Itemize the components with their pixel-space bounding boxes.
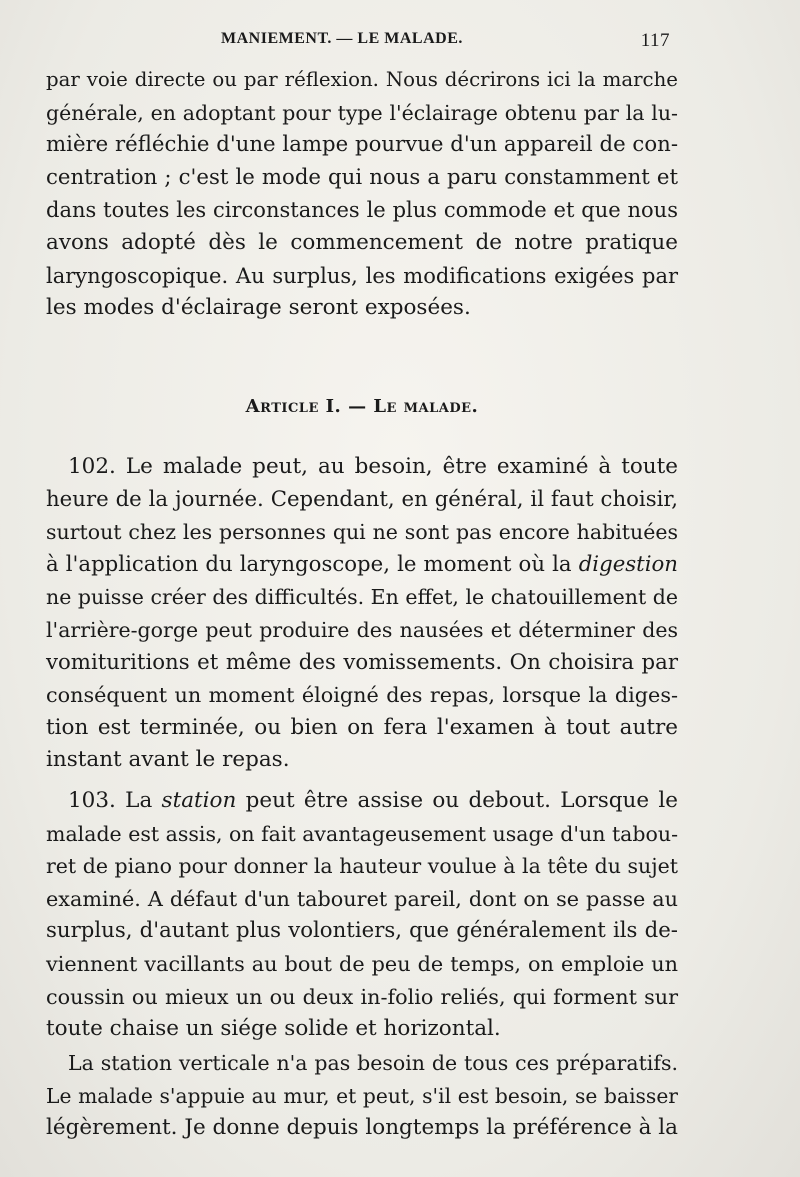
text-line: Le malade s'appuie au mur, et peut, s'il est besoin, se baisser <box>46 1083 678 1108</box>
italic-term: digestion <box>578 551 678 577</box>
text-line: examiné. A défaut d'un tabouret pareil, dont on se passe au <box>46 886 678 911</box>
text-line: heure de la journée. Cependant, en général, il faut choisir, <box>46 486 678 512</box>
text-line: malade est assis, on fait avantageusement usage d'un tabou- <box>46 821 678 846</box>
text-line: instant avant le repas. <box>46 747 290 773</box>
text-line: conséquent un moment éloigné des repas, lorsque la diges- <box>46 683 678 708</box>
text-line: viennent vacillants au bout de peu de temps, on emploie un <box>46 951 678 976</box>
text-line: 102. Le malade peut, au besoin, être examiné à toute <box>68 454 678 479</box>
text-line: surtout chez les personnes qui ne sont pas encore habituées <box>46 520 678 545</box>
text-line: générale, en adoptant pour type l'éclairage obtenu par la lu- <box>46 100 678 125</box>
text-line: dans toutes les circonstances le plus commode et que nous <box>46 198 678 223</box>
text-line: l'arrière-gorge peut produire des nausées et déterminer des <box>46 617 678 642</box>
paragraph-station-verticale <box>46 1047 678 1145</box>
text-line: surplus, d'autant plus volontiers, que généralement ils de- <box>46 918 678 944</box>
running-head <box>46 30 678 60</box>
text-line: 103. La station peut être assise ou debout. Lorsque le <box>68 788 678 813</box>
text-line: coussin ou mieux un ou deux in-folio reliés, qui forment sur <box>46 984 678 1009</box>
text-line: vomituritions et même des vomissements. On choisira par <box>46 649 678 675</box>
text-line: tion est terminée, ou bien on fera l'examen à tout autre <box>46 714 678 740</box>
paragraph-number: 102. <box>68 454 116 479</box>
italic-term: station <box>161 788 237 813</box>
paragraph-103 <box>46 785 678 1046</box>
text-line: toute chaise un siége solide et horizontal. <box>46 1016 501 1042</box>
text-line: les modes d'éclairage seront exposées. <box>46 295 471 321</box>
article-heading: Article I. — Le malade. <box>245 396 479 417</box>
paragraph-102 <box>46 451 678 777</box>
text-line: par voie directe ou par réflexion. Nous décrirons ici la marche <box>46 68 678 91</box>
text-line: légèrement. Je donne depuis longtemps la préférence à la <box>46 1115 678 1141</box>
running-head-title: MANIEMENT. — LE MALADE. <box>221 30 463 47</box>
text-line: La station verticale n'a pas besoin de tous ces préparatifs. <box>68 1051 678 1075</box>
text-line: centration ; c'est le mode qui nous a paru constamment et <box>46 164 678 190</box>
text-line: mière réfléchie d'une lampe pourvue d'un appareil de con- <box>46 132 678 158</box>
text-line: ret de piano pour donner la hauteur voulue à la tête du sujet <box>46 854 678 879</box>
text-line: à l'application du laryngoscope, le moment où la digestion <box>46 551 678 577</box>
page-number: 117 <box>640 30 670 51</box>
text-line: ne puisse créer des difficultés. En effet, le chatouillement de <box>46 585 678 610</box>
text-line: laryngoscopique. Au surplus, les modifications exigées par <box>46 263 678 288</box>
text-line: avons adopté dès le commencement de notre pratique <box>46 229 678 255</box>
paragraph-intro <box>46 64 678 325</box>
paragraph-number: 103. <box>68 788 116 813</box>
